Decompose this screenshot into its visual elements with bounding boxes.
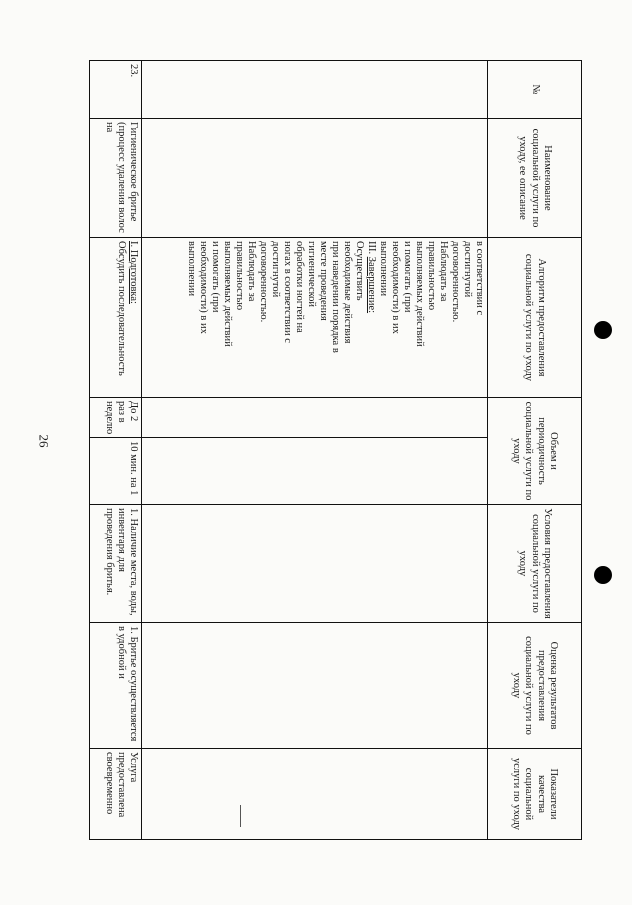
algorithm-line: III. Завершение:: [366, 241, 377, 314]
cell-row23-volume-freq: До 2 раз в неделю: [90, 398, 142, 438]
cell-row23-name: Гигиеническое бритье (процесс удаления волос на: [90, 119, 142, 238]
cell-row23-num: 23.: [90, 61, 142, 119]
algorithm-line: договоренностью.: [450, 241, 461, 323]
header-num: №: [488, 61, 582, 119]
header-row: [488, 61, 582, 840]
algorithm-line: выполнении: [378, 241, 389, 297]
cell-row23-evaluation: 1. Бритье осуществляется в удобной и: [90, 623, 142, 749]
cell-volume-time-empty: [142, 438, 488, 505]
header-algorithm: Алгоритм предоставления социальной услуги по уходу: [488, 238, 582, 398]
cell-algorithm-continued: [142, 238, 488, 398]
algorithm-line: Наблюдать за: [438, 241, 449, 302]
services-table: [89, 60, 582, 840]
cell-evaluation-empty: [142, 623, 488, 749]
algorithm-line: при наведении порядка в: [330, 241, 341, 353]
table-row-23: [90, 61, 142, 840]
cell-row23-volume-time: 10 мин. на 1: [90, 438, 142, 505]
cell-conditions-empty: [142, 505, 488, 623]
header-evaluation: Оценка результатов предоставления социальной услуги по уходу: [488, 623, 582, 749]
algorithm-line: выполняемых действий: [222, 241, 233, 347]
algorithm-line: необходимые действия: [342, 241, 353, 344]
header-conditions: Условия предоставления социальной услуги по уходу: [488, 505, 582, 623]
algorithm-heading: I. Подготовка:: [128, 241, 139, 304]
algorithm-line: и помогать (при: [210, 241, 221, 313]
cell-row23-conditions: 1. Наличие места, воды, инвентаря для проведения бритья.: [90, 505, 142, 623]
algorithm-text: Обсудить последовательность: [116, 241, 127, 376]
cell-row23-indicators: Услуга предоставлена своевременно: [90, 749, 142, 840]
algorithm-line: договоренностью.: [258, 241, 269, 323]
algorithm-line: месте проведения: [318, 241, 329, 321]
algorithm-line: гигиенической: [306, 241, 317, 308]
punch-hole-bottom: [594, 566, 612, 584]
cell-row23-algorithm: [90, 238, 142, 398]
header-indicators: Показатели качества социальной услуги по уходу: [488, 749, 582, 840]
punch-hole-top: [594, 321, 612, 339]
algorithm-line: необходимости) в их: [198, 241, 209, 334]
algorithm-line: и помогать (при: [402, 241, 413, 313]
algorithm-line: правильностью: [234, 241, 245, 311]
cell-volume-freq-empty: [142, 398, 488, 438]
table-row-continued: [142, 61, 488, 840]
algorithm-line: выполняемых действий: [414, 241, 425, 347]
table-frame: [95, 60, 582, 839]
algorithm-line: обработки ногтей на: [294, 241, 305, 333]
algorithm-line: выполнении: [186, 241, 197, 297]
cell-indicators-empty: [142, 749, 488, 840]
algorithm-line: Осуществить: [354, 241, 365, 301]
algorithm-line: в соответствии с: [474, 241, 485, 316]
algorithm-line: достигнутой: [462, 241, 473, 298]
algorithm-line: достигнутой: [270, 241, 281, 298]
cell-name-empty: [142, 119, 488, 238]
header-volume: Объем и периодичность социальной услуги по уходу: [488, 398, 582, 505]
algorithm-line: Наблюдать за: [246, 241, 257, 302]
page-number: 26: [36, 434, 52, 448]
algorithm-line: ногах в соответствии с: [282, 241, 293, 343]
cell-num-empty: [142, 61, 488, 119]
algorithm-line: необходимости) в их: [390, 241, 401, 334]
header-name: Наименование социальной услуги по уходу, ее описание: [488, 119, 582, 238]
algorithm-line: правильностью: [426, 241, 437, 311]
